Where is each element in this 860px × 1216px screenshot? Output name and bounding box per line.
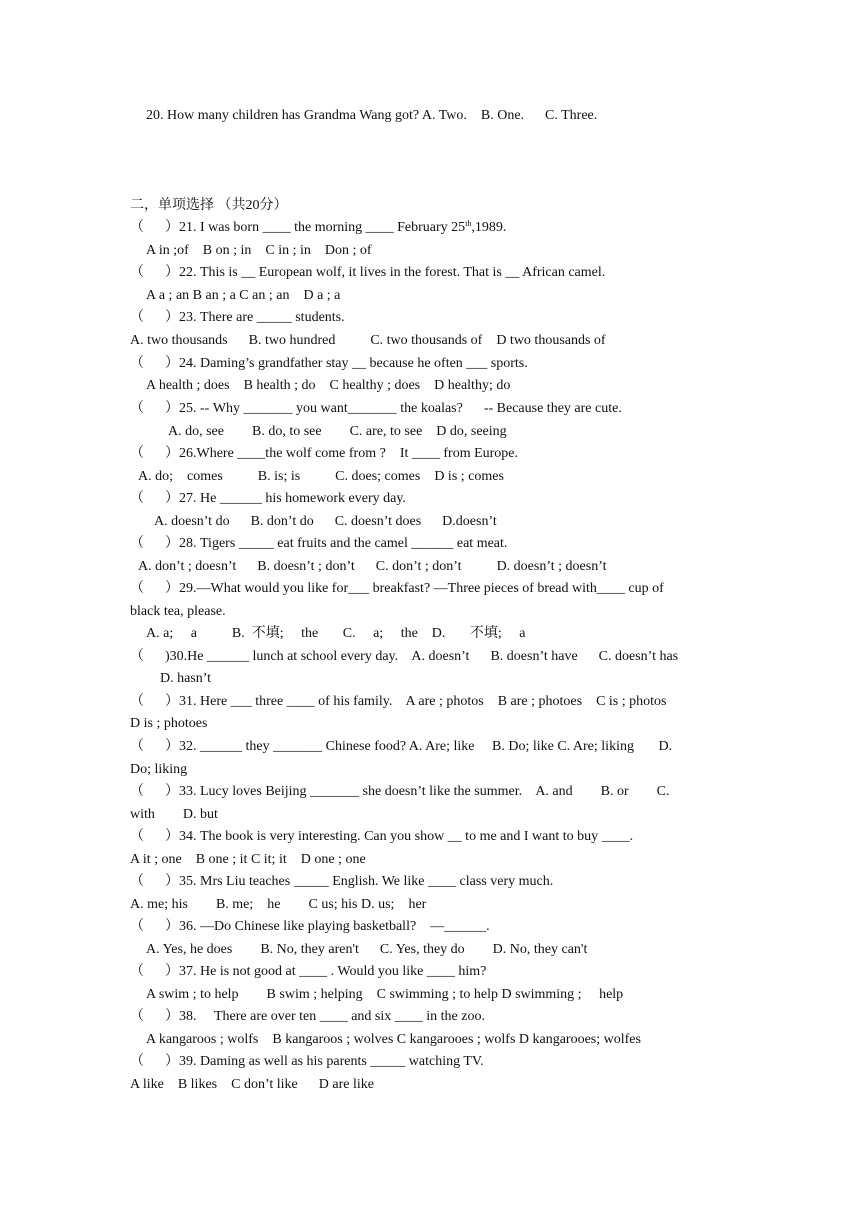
question-36: （ ）36. —Do Chinese like playing basketball? —______. — [130, 919, 490, 934]
question-33-continued: with D. but — [130, 807, 218, 822]
question-22-options: A a ; an B an ; a C an ; an D a ; a — [146, 288, 341, 303]
question-27: （ ）27. He ______ his homework every day. — [130, 491, 406, 506]
question-31-continued: D is ; photoes — [130, 716, 208, 731]
question-34: （ ）34. The book is very interesting. Can you show __ to me and I want to buy ____. — [130, 829, 634, 844]
question-38-options: A kangaroos ; wolfs B kangaroos ; wolves C kangarooes ; wolfs D kangarooes; wolfes — [146, 1032, 641, 1047]
question-21 — [130, 219, 506, 237]
question-23: （ ）23. There are _____ students. — [130, 310, 345, 325]
question-21-options: A in ;of B on ; in C in ; in Don ; of — [146, 243, 372, 258]
question-32-continued: Do; liking — [130, 762, 188, 777]
question-21-text-end: ,1989. — [471, 220, 507, 235]
question-35: （ ）35. Mrs Liu teaches _____ English. We like ____ class very much. — [130, 874, 554, 889]
question-26-options: A. do; comes B. is; is C. does; comes D is ; comes — [138, 469, 504, 484]
question-24-options: A health ; does B health ; do C healthy ; does D healthy; do — [146, 378, 511, 393]
question-25-options: A. do, see B. do, to see C. are, to see D do, seeing — [168, 424, 507, 439]
question-22: （ ）22. This is __ European wolf, it lives in the forest. That is __ African camel. — [130, 265, 606, 280]
question-21-text: （ ）21. I was born ____ the morning ____ February 25 — [130, 220, 466, 235]
question-35-options: A. me; his B. me; he C us; his D. us; her — [130, 897, 427, 912]
question-37: （ ）37. He is not good at ____ . Would you like ____ him? — [130, 964, 487, 979]
question-29: （ ）29.—What would you like for___ breakfast? —Three pieces of bread with____ cup of — [130, 581, 664, 596]
section-title: 二，单项选择 （共20分） — [130, 198, 288, 213]
question-29-options: A. a; a B. 不填; the C. a; the D. 不填; a — [146, 626, 526, 641]
question-23-options: A. two thousands B. two hundred C. two thousands of D two thousands of — [130, 333, 606, 348]
question-30-continued: D. hasn’t — [160, 671, 212, 686]
question-37-options: A swim ; to help B swim ; helping C swimming ; to help D swimming ; help — [146, 987, 624, 1002]
question-28: （ ）28. Tigers _____ eat fruits and the camel ______ eat meat. — [130, 536, 508, 551]
question-30: （ )30.He ______ lunch at school every day. A. doesn’t B. doesn’t have C. doesn’t has — [130, 649, 679, 664]
question-39: （ ）39. Daming as well as his parents _____ watching TV. — [130, 1054, 484, 1069]
question-38: （ ）38. There are over ten ____ and six ____ in the zoo. — [130, 1009, 485, 1024]
question-32: （ ）32. ______ they _______ Chinese food? A. Are; like B. Do; like C. Are; liking D. — [130, 739, 673, 754]
question-33: （ ）33. Lucy loves Beijing _______ she doesn’t like the summer. A. and B. or C. — [130, 784, 670, 799]
question-20: 20. How many children has Grandma Wang got? A. Two. B. One. C. Three. — [146, 108, 598, 123]
question-29-continued: black tea, please. — [130, 604, 226, 619]
question-25: （ ）25. -- Why _______ you want_______ the koalas? -- Because they are cute. — [130, 401, 622, 416]
question-39-options: A like B likes C don’t like D are like — [130, 1077, 374, 1092]
question-21-superscript: th — [465, 219, 472, 228]
question-24: （ ）24. Daming’s grandfather stay __ because he often ___ sports. — [130, 356, 528, 371]
question-34-options: A it ; one B one ; it C it; it D one ; one — [130, 852, 366, 867]
question-26: （ ）26.Where ____the wolf come from ? It ____ from Europe. — [130, 446, 519, 461]
question-31: （ ）31. Here ___ three ____ of his family. A are ; photos B are ; photoes C is ; photos — [130, 694, 667, 709]
question-36-options: A. Yes, he does B. No, they aren't C. Yes, they do D. No, they can't — [146, 942, 588, 957]
question-27-options: A. doesn’t do B. don’t do C. doesn’t does D.doesn’t — [154, 514, 497, 529]
question-28-options: A. don’t ; doesn’t B. doesn’t ; don’t C. don’t ; don’t D. doesn’t ; doesn’t — [138, 559, 607, 574]
